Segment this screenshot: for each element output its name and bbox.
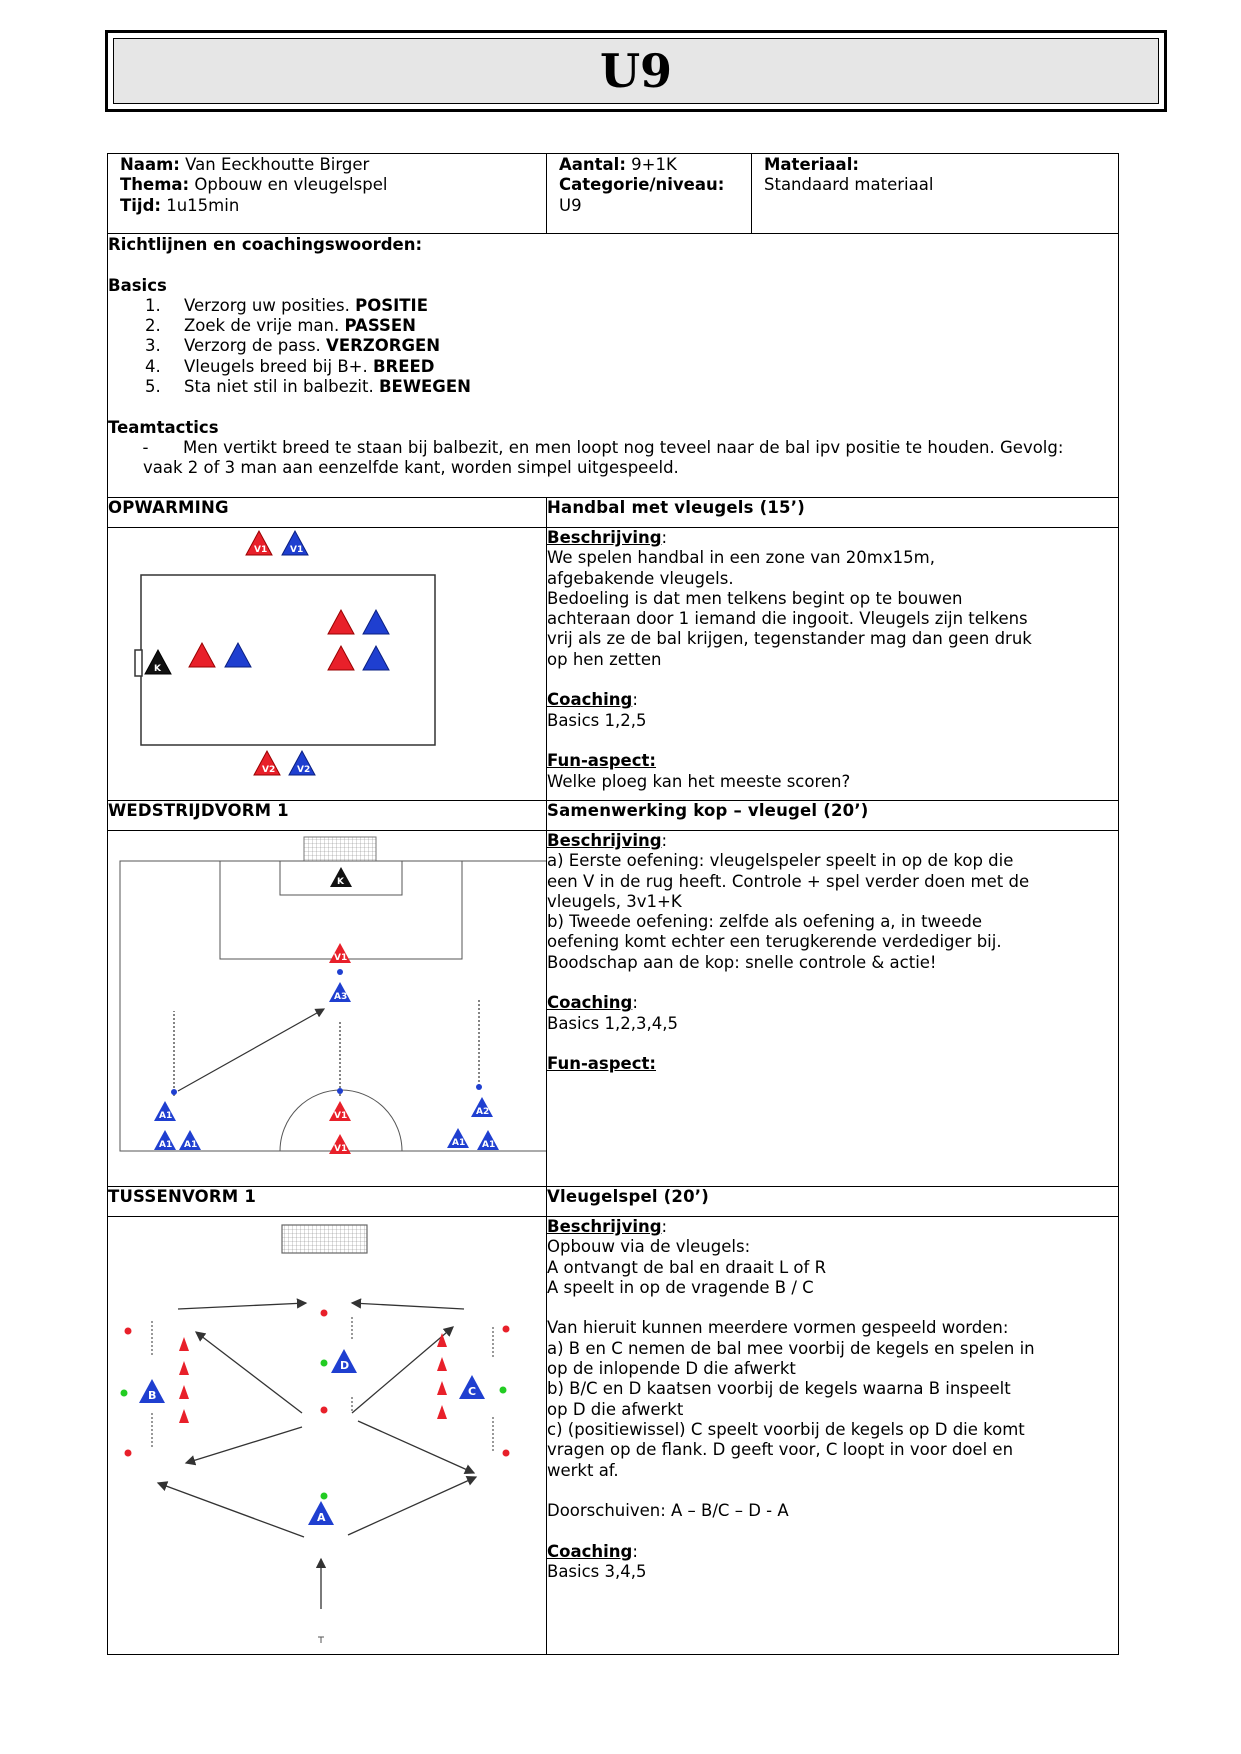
label-b: B [148,1389,157,1402]
section-title-opwarming: Handbal met vleugels (15’) [547,498,1119,528]
basics-item: 2. Zoek de vrije man. PASSEN [166,316,1118,336]
title-inner [113,38,1159,104]
desc-line: We spelen handbal in een zone van 20mx15m, [547,548,935,568]
desc-line: op hen zetten [547,649,662,669]
label-a1: A1 [159,1140,173,1150]
diagram-opwarming [108,528,547,801]
label-a: A [317,1511,326,1524]
section-name-wedstrijdvorm: WEDSTRIJDVORM 1 [108,801,547,831]
fun-value: Welke ploeg kan het meeste scoren? [547,771,851,791]
categorie-value: U9 [559,195,582,215]
desc-line: vrij als ze de bal krijgen, tegenstander mag dan geen druk [547,629,1032,649]
label-v1: V1 [334,1144,348,1154]
materiaal-value: Standaard materiaal [764,175,934,195]
teamtactics-line1: Men vertikt breed te staan bij balbezit, en men loopt nog teveel naar de bal ipv positie te houden. Gevolg: [183,437,1064,457]
label-v1: V1 [254,545,268,555]
teamtactics-item: - Men vertikt breed te staan bij balbezit, en men loopt nog teveel naar de bal ipv positie te houden. Gevolg: [142,437,1064,457]
section-desc-opwarming: Beschrijving: We spelen handbal in een zone van 20mx15m, afgebakende vleugels. Bedoeling is dat men telkens begint op te bouwen achteraan door 1 iemand die ingooit. Vleugels zijn telkens vrij als ze de bal krijgen, tegenstander mag dan geen druk op hen zetten Coaching: Basics 1,2,5 Fun-aspect: Welke ploeg kan het meeste scoren? [547,528,1119,801]
kop-vleugel-field-diagram [108,831,546,1186]
desc-line: op D die afwerkt [547,1399,684,1419]
diagram-tussenvorm [108,1217,547,1655]
desc-line: Boodschap aan de kop: snelle controle & actie! [547,952,937,972]
desc-line: afgebakende vleugels. [547,568,734,588]
info-cell-right [752,154,1119,234]
diagram-wedstrijdvorm [108,831,547,1187]
label-c: C [468,1385,477,1398]
section-name-opwarming: OPWARMING [108,498,547,528]
label-a1: A1 [452,1138,466,1148]
aantal-value: 9+1K [625,155,677,174]
basics-item: 4. Vleugels breed bij B+. BREED [166,357,1118,377]
label-k: K [154,664,161,674]
info-cell-left [108,154,547,234]
desc-line: A speelt in op de vragende B / C [547,1277,814,1297]
coaching-value: Basics 1,2,3,4,5 [547,1013,678,1033]
coaching-label: Coaching [547,690,633,710]
teamtactics-line2: vaak 2 of 3 man aan eenzelfde kant, worden simpel uitgespeeld. [143,458,679,478]
desc-line: vleugels, 3v1+K [547,891,682,911]
beschrijving-label: Beschrijving [547,528,662,547]
label-a2: A2 [476,1107,490,1117]
teamtactics-heading: Teamtactics [108,417,219,437]
beschrijving-label: Beschrijving [547,1217,662,1236]
desc-line: a) Eerste oefening: vleugelspeler speelt in op de kop die [547,851,1014,871]
desc-line: A ontvangt de bal en draait L of R [547,1257,827,1277]
fun-label: Fun-aspect: [547,1054,657,1074]
desc-line: Van hieruit kunnen meerdere vormen gespeeld worden: [547,1318,1009,1338]
label-a1: A1 [482,1140,496,1150]
categorie-label: Categorie/niveau: [559,175,725,195]
thema-label: Thema: [120,175,190,195]
info-cell-middle [547,154,752,234]
basics-item: 3. Verzorg de pass. VERZORGEN [166,336,1118,356]
label-a1: A1 [184,1140,198,1150]
basics-heading: Basics [108,275,167,295]
desc-line: b) B/C en D kaatsen voorbij de kegels waarna B inspeelt [547,1379,1011,1399]
beschrijving-label: Beschrijving [547,831,662,850]
naam-value: Van Eeckhoutte Birger [179,155,370,174]
basics-item: 5. Sta niet stil in balbezit. BEWEGEN [166,377,1118,397]
coaching-label: Coaching [547,1541,633,1561]
desc-line: oefening komt echter een terugkerende verdediger bij. [547,932,1002,952]
label-d: D [340,1359,350,1372]
label-v2: V2 [262,765,276,775]
desc-line: Bedoeling is dat men telkens begint op te bouwen [547,588,963,608]
richtlijnen-cell [108,234,1119,498]
desc-line: Opbouw via de vleugels: [547,1237,751,1257]
desc-line: a) B en C nemen de bal mee voorbij de kegels en spelen in [547,1338,1035,1358]
label-v1: V1 [290,545,304,555]
desc-line: Doorschuiven: A – B/C – D - A [547,1501,789,1521]
label-k: K [337,877,344,887]
coaching-value: Basics 3,4,5 [547,1562,647,1582]
thema-value: Opbouw en vleugelspel [189,175,388,195]
tijd-value: 1u15min [160,195,240,215]
section-name-tussenvorm: TUSSENVORM 1 [108,1187,547,1217]
desc-line: werkt af. [547,1460,619,1480]
section-title-wedstrijdvorm: Samenwerking kop – vleugel (20’) [547,801,1119,831]
vleugelspel-diagram [108,1217,546,1654]
desc-line: b) Tweede oefening: zelfde als oefening a, in tweede [547,912,982,932]
section-desc-wedstrijdvorm: Beschrijving: a) Eerste oefening: vleugelspeler speelt in op de kop die een V in de rug heeft. Controle + spel verder doen met de vleugels, 3v1+K b) Tweede oefening: zelfde als oefening a, in tweede oefening komt echter een terugkerende verdediger bij. Boodschap aan de kop: snelle controle & actie! Coaching: Basics 1,2,3,4,5 Fun-aspect: [547,831,1119,1187]
handbal-field-diagram [108,528,546,800]
label-a1: A1 [159,1111,173,1121]
richtlijnen-heading: Richtlijnen en coachingswoorden: [108,235,423,254]
aantal-label: Aantal: [559,155,626,174]
label-a3: A3 [334,992,348,1002]
section-desc-tussenvorm: Beschrijving: Opbouw via de vleugels: A ontvangt de bal en draait L of R A speelt in op de vragende B / C Van hieruit kunnen meerdere vormen gespeeld worden: a) B en C nemen de bal mee voorbij de kegels en spelen in op de inlopende D die afwerkt b) B/C en D kaatsen voorbij de kegels waarna B inspeelt op D die afwerkt c) (positiewissel) C speelt voorbij de kegels op D die komt vragen op de flank. D geeft voor, C loopt in voor doel en werkt af. Doorschuiven: A – B/C – D - A Coaching: Basics 3,4,5 [547,1217,1119,1655]
basics-list [108,296,1118,397]
title-box [105,30,1167,112]
basics-item: 1. Verzorg uw posities. POSITIE [166,296,1118,316]
materiaal-label: Materiaal: [764,155,859,174]
desc-line: een V in de rug heeft. Controle + spel verder doen met de [547,871,1030,891]
label-v2: V2 [297,765,311,775]
coaching-label: Coaching [547,993,633,1013]
section-title-tussenvorm: Vleugelspel (20’) [547,1187,1119,1217]
coaching-value: Basics 1,2,5 [547,710,647,730]
desc-line: op de inlopende D die afwerkt [547,1359,796,1379]
naam-label: Naam: [120,155,180,174]
label-v1: V1 [334,953,348,963]
desc-line: vragen op de flank. D geeft voor, C loopt in voor doel en [547,1440,1014,1460]
tijd-label: Tijd: [120,195,161,215]
label-v1: V1 [334,1111,348,1121]
page-title: U9 [599,44,673,98]
desc-line: achteraan door 1 iemand die ingooit. Vleugels zijn telkens [547,609,1028,629]
desc-line: c) (positiewissel) C speelt voorbij de kegels op D die komt [547,1419,1025,1439]
fun-label: Fun-aspect: [547,751,657,771]
training-sheet [107,153,1119,1655]
